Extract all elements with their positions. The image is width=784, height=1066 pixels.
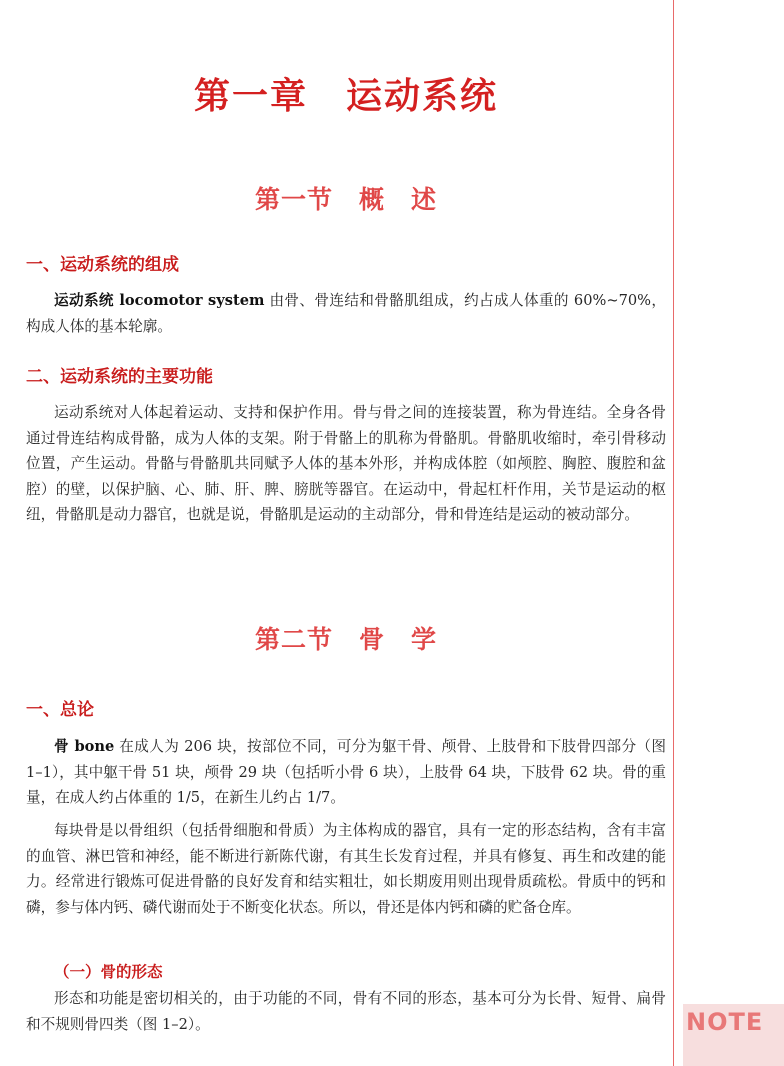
section-title-overview: 第一节 概 述	[254, 185, 437, 214]
paragraph-bone-shape: 形态和功能是密切相关的，由于功能的不同，骨有不同的形态，基本可分为长骨、短骨、扁骨和不规则骨四类（图 1–2）。	[26, 990, 666, 1033]
note-label: NOTE	[686, 1008, 764, 1036]
heading-general: 一、总论	[26, 700, 94, 720]
heading-composition: 一、运动系统的组成	[26, 255, 179, 275]
chapter-title: 第一章 运动系统	[193, 76, 498, 117]
paragraph-text: 在成人为 206 块，按部位不同，可分为躯干骨、颅骨、上肢骨和下肢骨四部分（图 1–1），其中躯干骨 51 块，颅骨 29 块（包括听小骨 6 块），上肢骨 64 块，下肢骨 62 块。骨的重量，在成人约占体重的 1/5，在新生儿约占 1/7。	[26, 738, 666, 807]
paragraph-functions: 运动系统对人体起着运动、支持和保护作用。骨与骨之间的连接装置，称为骨连结。全身各骨通过骨连结构成骨骼，成为人体的支架。附于骨骼上的肌称为骨骼肌。骨骼肌收缩时，牵引骨移动位置，产生运动。骨骼与骨骼肌共同赋予人体的基本外形，并构成体腔（如颅腔、胸腔、腹腔和盆腔）的壁，以保护脑、心、肺、肝、脾、膀胱等器官。在运动中，骨起杠杆作用，关节是运动的枢纽，骨骼肌是动力器官，也就是说，骨骼肌是运动的主动部分，骨和骨连结是运动的被动部分。	[26, 404, 666, 524]
heading-functions: 二、运动系统的主要功能	[26, 367, 213, 387]
paragraph-composition	[26, 288, 666, 339]
term-bone: 骨 bone	[54, 738, 115, 755]
paragraph-bone-count	[26, 734, 666, 811]
margin-line	[673, 0, 674, 1066]
heading-bone-shape: （一）骨的形态	[54, 963, 163, 981]
section-title-osteology: 第二节 骨 学	[254, 625, 437, 654]
term-locomotor-system: 运动系统 locomotor system	[54, 292, 265, 309]
paragraph-bone-organ: 每块骨是以骨组织（包括骨细胞和骨质）为主体构成的器官，具有一定的形态结构，含有丰富的血管、淋巴管和神经，能不断进行新陈代谢，有其生长发育过程，并具有修复、再生和改建的能力。经常进行锻炼可促进骨骼的良好发育和结实粗壮，如长期废用则出现骨质疏松。骨质中的钙和磷，参与体内钙、磷代谢而处于不断变化状态。所以，骨还是体内钙和磷的贮备仓库。	[26, 822, 666, 916]
paragraph-text: 由骨、骨连结和骨骼肌组成，约占成人体重的 60%~70%，构成人体的基本轮廓。	[26, 292, 666, 335]
